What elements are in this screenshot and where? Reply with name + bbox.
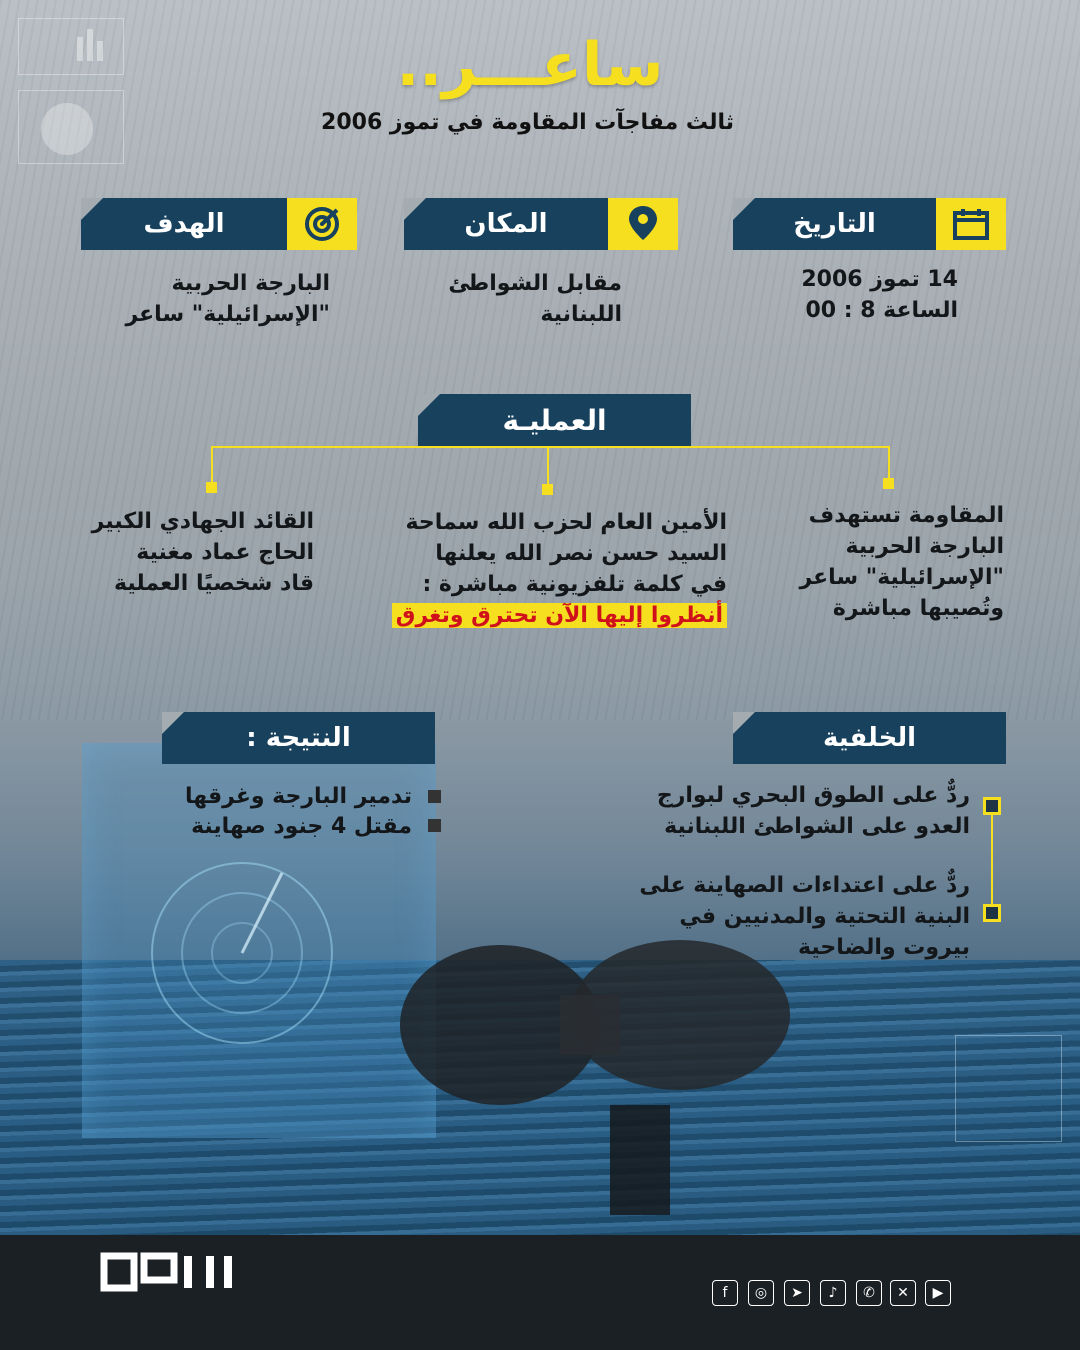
binoculars-image — [380, 935, 800, 1235]
target-value: البارجة الحربية "الإسرائيلية" ساعر — [125, 271, 330, 327]
background-item-1: ردٌّ على الطوق البحري لبوارج العدو على الشواطئ اللبنانية — [656, 783, 970, 839]
date-header — [733, 198, 1006, 250]
background-header — [733, 712, 1006, 764]
result-header — [162, 712, 435, 764]
background-item-2: ردٌّ على اعتداءات الصهاينة على البنية التحتية والمدنيين في بيروت والضاحية — [639, 873, 970, 960]
chart-icon — [18, 18, 124, 75]
operation-middle-text: الأمين العام لحزب الله سماحة السيد حسن نصر الله يعلنها في كلمة تلفزيونية مباشرة : أنظروا إليها الآن تحترق وتغرق — [392, 507, 727, 631]
x-icon[interactable]: ✕ — [890, 1280, 916, 1306]
instagram-icon[interactable]: ◎ — [748, 1280, 774, 1306]
connector-node — [883, 478, 894, 489]
youtube-icon[interactable]: ▶ — [925, 1280, 951, 1306]
calendar-icon — [936, 198, 1006, 250]
location-pin-icon — [608, 198, 678, 250]
place-header — [404, 198, 678, 250]
target-icon — [287, 198, 357, 250]
operation-left-text: القائد الجهادي الكبير الحاج عماد مغنية قاد شخصيًا العملية — [91, 509, 314, 596]
place-label: المكان — [464, 209, 548, 239]
background-node — [983, 904, 1001, 922]
operation-header — [418, 394, 691, 446]
brand-logo — [100, 1250, 240, 1294]
operation-right-text: المقاومة تستهدف البارجة الحربية "الإسرائيلية" ساعر وتُصيبها مباشرة — [799, 503, 1004, 621]
facebook-icon[interactable]: f — [712, 1280, 738, 1306]
connector-drop-right — [888, 446, 890, 480]
target-header — [81, 198, 357, 250]
background-connector — [991, 805, 993, 915]
connector-node — [542, 484, 553, 495]
telegram-icon[interactable]: ➤ — [784, 1280, 810, 1306]
result-label: النتيجة : — [246, 723, 351, 753]
whatsapp-icon[interactable]: ✆ — [856, 1280, 882, 1306]
target-label: الهدف — [143, 209, 225, 239]
page-subtitle: ثالث مفاجآت المقاومة في تموز 2006 — [321, 110, 734, 135]
quote-highlight: أنظروا إليها الآن تحترق وتغرق — [392, 603, 727, 628]
connector-node — [206, 482, 217, 493]
place-value: مقابل الشواطئ اللبنانية — [448, 271, 622, 327]
document-icon — [955, 1035, 1062, 1142]
operation-label: العمليـة — [502, 403, 607, 437]
bullet — [428, 819, 441, 832]
background-label: الخلفية — [822, 723, 917, 753]
globe-icon — [18, 90, 124, 164]
date-value: 14 تموز 2006 الساعة 8 : 00 — [801, 267, 958, 323]
connector-line — [211, 446, 890, 448]
connector-drop-left — [211, 446, 213, 486]
background-node — [983, 797, 1001, 815]
page-title: ساعـــر.. — [396, 30, 664, 100]
date-label: التاريخ — [793, 209, 876, 239]
result-item-2: مقتل 4 جنود صهاينة — [191, 814, 412, 839]
bullet — [428, 790, 441, 803]
result-item-1: تدمير البارجة وغرقها — [184, 784, 412, 809]
tiktok-icon[interactable]: ♪ — [820, 1280, 846, 1306]
connector-drop-middle — [547, 446, 549, 486]
